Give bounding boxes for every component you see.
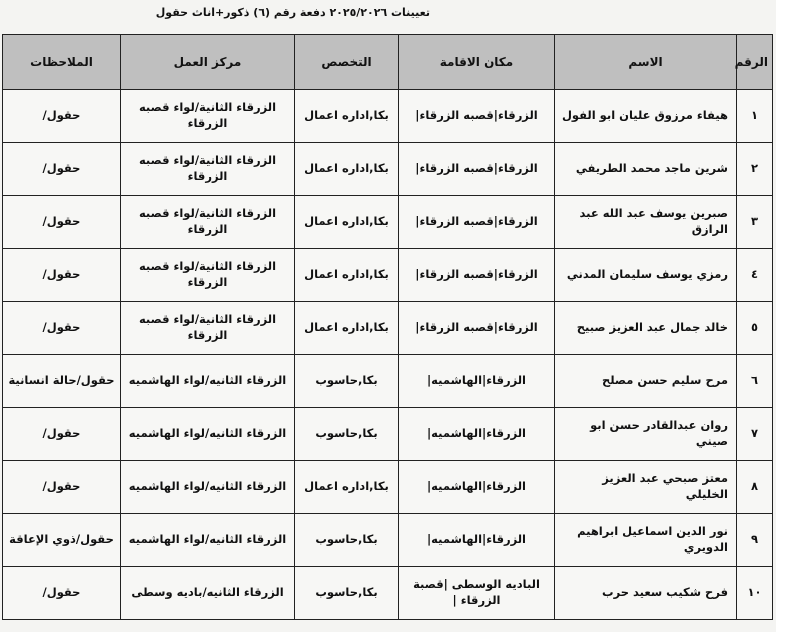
cell-residence: الزرقاء|الهاشميه| <box>399 355 555 408</box>
table-row <box>3 567 773 620</box>
cell-name: مرح سليم حسن مصلح <box>555 355 737 408</box>
cell-work-center: الزرقاء الثانيه/لواء الهاشميه <box>121 514 295 567</box>
table-row <box>3 355 773 408</box>
page-margin <box>776 0 800 632</box>
cell-residence: الزرقاء|قصبه الزرقاء| <box>399 302 555 355</box>
cell-notes: حقول/ <box>3 408 121 461</box>
cell-specialization: بكا,اداره اعمال <box>295 143 399 196</box>
cell-work-center: الزرقاء الثانيه/لواء الهاشميه <box>121 408 295 461</box>
cell-no: ١٠ <box>737 567 773 620</box>
header-name: الاسم <box>555 35 737 90</box>
cell-notes: حقول/ <box>3 461 121 514</box>
cell-name: معتز صبحي عبد العزيز الخليلي <box>555 461 737 514</box>
cell-residence: الزرقاء|الهاشميه| <box>399 514 555 567</box>
cell-notes: حقول/ <box>3 249 121 302</box>
cell-specialization: بكا,اداره اعمال <box>295 249 399 302</box>
cell-residence: الزرقاء|قصبه الزرقاء| <box>399 90 555 143</box>
cell-notes: حقول/ذوي الإعاقة <box>3 514 121 567</box>
cell-work-center: الزرقاء الثانية/لواء قصبه الزرقاء <box>121 143 295 196</box>
table-row <box>3 514 773 567</box>
cell-specialization: بكا,اداره اعمال <box>295 196 399 249</box>
header-residence: مكان الاقامة <box>399 35 555 90</box>
table-row <box>3 461 773 514</box>
cell-specialization: بكا,حاسوب <box>295 408 399 461</box>
cell-work-center: الزرقاء الثانية/لواء قصبه الزرقاء <box>121 90 295 143</box>
document-title: تعيينات ٢٠٢٥/٢٠٢٦ دفعة رقم (٦) ذكور+اناث حقول <box>155 6 430 19</box>
cell-residence: الزرقاء|قصبه الزرقاء| <box>399 143 555 196</box>
cell-work-center: الزرقاء الثانيه/باديه وسطى <box>121 567 295 620</box>
table-row <box>3 302 773 355</box>
cell-residence: الزرقاء|الهاشميه| <box>399 461 555 514</box>
cell-name: روان عبدالقادر حسن ابو صيني <box>555 408 737 461</box>
cell-no: ١ <box>737 90 773 143</box>
cell-specialization: بكا,اداره اعمال <box>295 461 399 514</box>
header-work-center: مركز العمل <box>121 35 295 90</box>
cell-work-center: الزرقاء الثانية/لواء قصبه الزرقاء <box>121 249 295 302</box>
cell-no: ٨ <box>737 461 773 514</box>
cell-no: ٤ <box>737 249 773 302</box>
cell-name: صبرين يوسف عبد الله عبد الرازق <box>555 196 737 249</box>
table-row <box>3 408 773 461</box>
cell-notes: حقول/ <box>3 302 121 355</box>
cell-work-center: الزرقاء الثانية/لواء قصبه الزرقاء <box>121 196 295 249</box>
cell-name: رمزي يوسف سليمان المدني <box>555 249 737 302</box>
cell-name: خالد جمال عبد العزيز صبيح <box>555 302 737 355</box>
appointments-table-container <box>2 34 772 620</box>
cell-specialization: بكا,اداره اعمال <box>295 90 399 143</box>
appointments-table <box>2 34 773 620</box>
cell-residence: الباديه الوسطى |قصبة الزرقاء | <box>399 567 555 620</box>
cell-no: ٧ <box>737 408 773 461</box>
cell-notes: حقول/حالة انسانية <box>3 355 121 408</box>
cell-notes: حقول/ <box>3 567 121 620</box>
cell-name: نور الدين اسماعيل ابراهيم الدويري <box>555 514 737 567</box>
cell-no: ٢ <box>737 143 773 196</box>
table-header-row <box>3 35 773 90</box>
cell-no: ٦ <box>737 355 773 408</box>
cell-name: هيفاء مرزوق عليان ابو الفول <box>555 90 737 143</box>
cell-residence: الزرقاء|قصبه الزرقاء| <box>399 249 555 302</box>
cell-notes: حقول/ <box>3 90 121 143</box>
cell-name: شرين ماجد محمد الطريفي <box>555 143 737 196</box>
cell-specialization: بكا,اداره اعمال <box>295 302 399 355</box>
cell-no: ٩ <box>737 514 773 567</box>
cell-residence: الزرقاء|الهاشميه| <box>399 408 555 461</box>
table-row <box>3 196 773 249</box>
cell-specialization: بكا,حاسوب <box>295 355 399 408</box>
table-row <box>3 90 773 143</box>
table-row <box>3 249 773 302</box>
cell-no: ٥ <box>737 302 773 355</box>
cell-no: ٣ <box>737 196 773 249</box>
cell-notes: حقول/ <box>3 196 121 249</box>
cell-work-center: الزرقاء الثانية/لواء قصبه الزرقاء <box>121 302 295 355</box>
cell-work-center: الزرقاء الثانيه/لواء الهاشميه <box>121 461 295 514</box>
header-no: الرقم <box>737 35 773 90</box>
header-notes: الملاحظات <box>3 35 121 90</box>
cell-notes: حقول/ <box>3 143 121 196</box>
cell-specialization: بكا,حاسوب <box>295 567 399 620</box>
cell-residence: الزرقاء|قصبه الزرقاء| <box>399 196 555 249</box>
cell-work-center: الزرقاء الثانيه/لواء الهاشميه <box>121 355 295 408</box>
cell-specialization: بكا,حاسوب <box>295 514 399 567</box>
header-specialization: التخصص <box>295 35 399 90</box>
table-row <box>3 143 773 196</box>
cell-name: فرح شكيب سعيد حرب <box>555 567 737 620</box>
